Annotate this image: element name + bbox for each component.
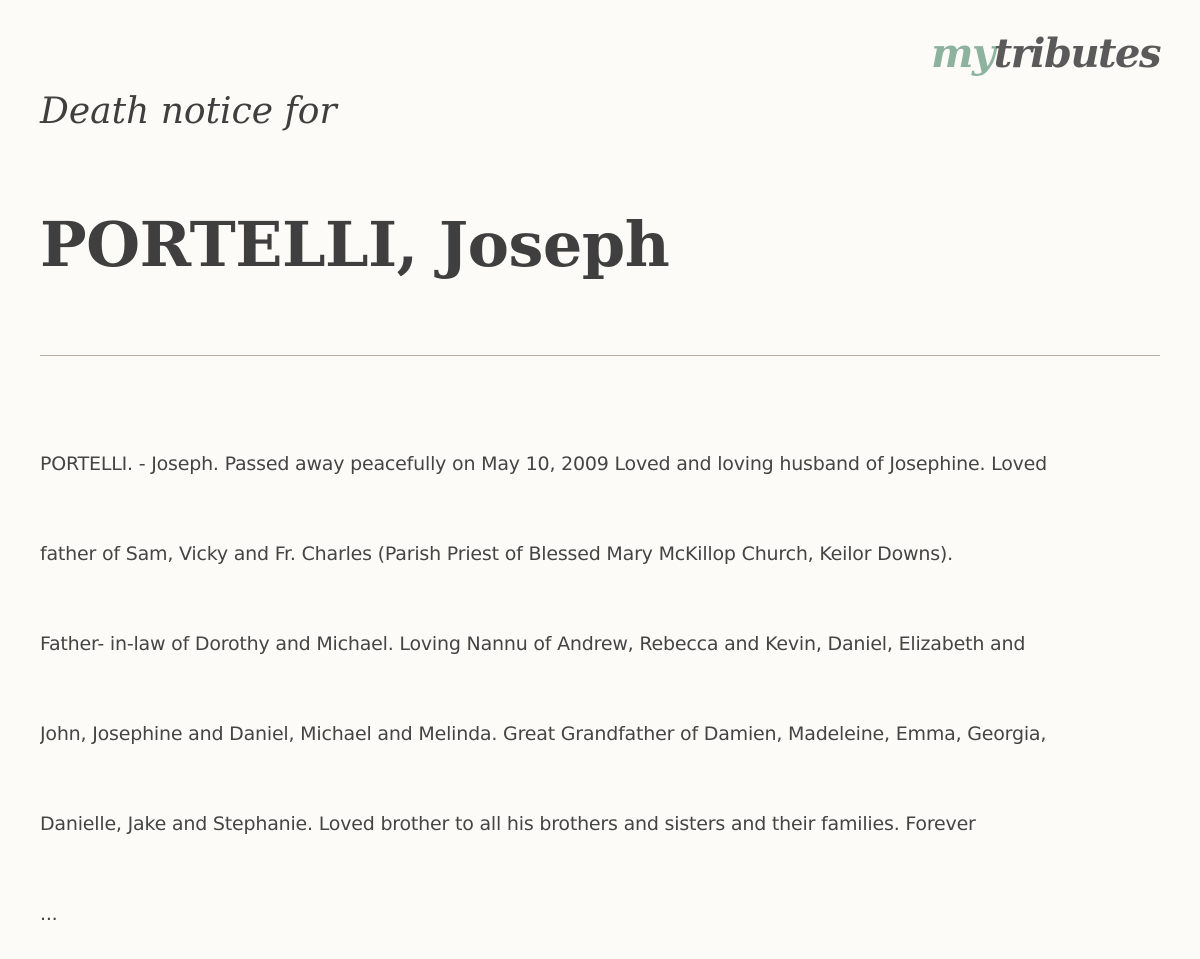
notice-line: John, Josephine and Daniel, Michael and Melinda. Great Grandfather of Damien, Madeleine, Emma, Georgia, — [40, 723, 1047, 745]
death-notice-subtitle: Death notice for — [40, 91, 337, 132]
notice-line: Danielle, Jake and Stephanie. Loved brother to all his brothers and sisters and their families. Forever — [40, 813, 976, 835]
mytributes-logo[interactable] — [931, 30, 1160, 77]
notice-ellipsis: ... — [40, 903, 58, 925]
notice-body — [40, 389, 1160, 959]
logo-tributes-text: tributes — [993, 30, 1160, 77]
notice-line: PORTELLI. - Joseph. Passed away peacefully on May 10, 2009 Loved and loving husband of Josephine. Loved — [40, 453, 1048, 475]
deceased-name: PORTELLI, Joseph — [40, 208, 670, 281]
section-divider — [40, 355, 1160, 356]
logo-my-text: my — [931, 30, 994, 77]
notice-line: Father- in-law of Dorothy and Michael. Loving Nannu of Andrew, Rebecca and Kevin, Daniel, Elizabeth and — [40, 633, 1026, 655]
notice-line: father of Sam, Vicky and Fr. Charles (Parish Priest of Blessed Mary McKillop Church, Keilor Downs). — [40, 543, 953, 565]
